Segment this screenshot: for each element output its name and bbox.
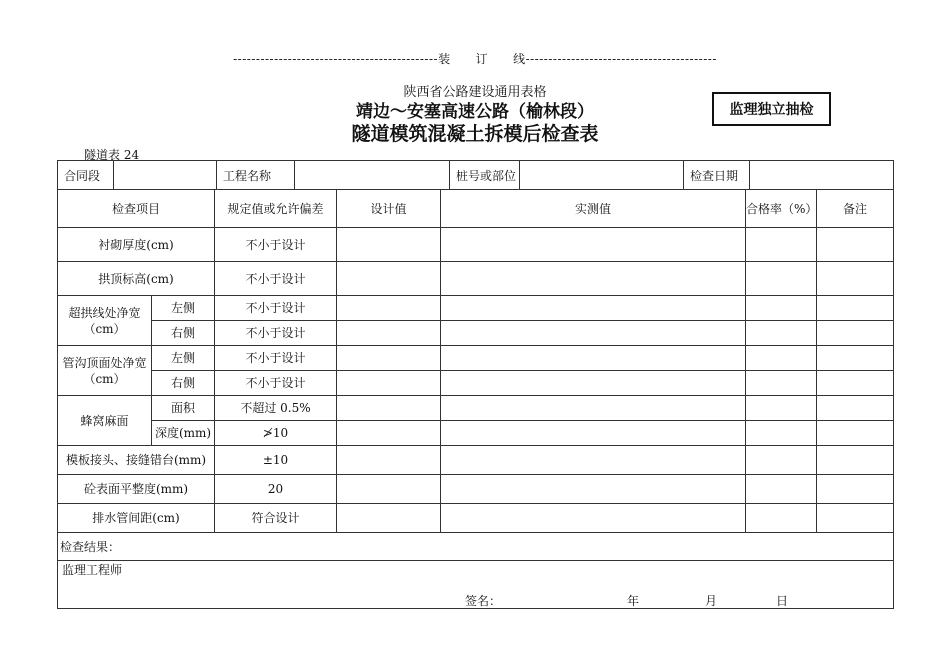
remark-cell[interactable] (817, 396, 894, 421)
col-header-spec: 规定值或允许偏差 (215, 190, 337, 228)
design-cell[interactable] (337, 262, 441, 296)
contract-field[interactable] (114, 161, 217, 190)
pass-rate-cell[interactable] (746, 371, 817, 396)
design-cell[interactable] (337, 296, 441, 321)
measured-cell[interactable] (441, 421, 746, 446)
sub-item-label: 右侧 (152, 321, 215, 346)
table-row (58, 228, 894, 262)
spec-value: 不小于设计 (215, 346, 337, 371)
pass-rate-cell[interactable] (746, 396, 817, 421)
spec-value: ±10 (215, 446, 337, 475)
col-header-remark: 备注 (817, 190, 894, 228)
engineer-signature-area[interactable] (58, 561, 894, 609)
result-row (58, 533, 894, 561)
spec-value: 20 (215, 475, 337, 504)
sub-item-label: 左侧 (152, 296, 215, 321)
signature-label: 签名： (465, 594, 502, 608)
sub-item-label: 深度(mm) (152, 421, 215, 446)
pass-rate-cell[interactable] (746, 346, 817, 371)
remark-cell[interactable] (817, 228, 894, 262)
item-label: 排水管间距(cm) (58, 504, 215, 533)
measured-cell[interactable] (441, 504, 746, 533)
group-label: 蜂窝麻面 (58, 396, 152, 446)
remark-cell[interactable] (817, 321, 894, 346)
project-name-label: 工程名称 (217, 161, 295, 190)
engineer-label: 监理工程师 (62, 563, 123, 577)
spec-value: 不小于设计 (215, 262, 337, 296)
table-row (58, 446, 894, 475)
station-field[interactable] (520, 161, 684, 190)
remark-cell[interactable] (817, 371, 894, 396)
pass-rate-cell[interactable] (746, 475, 817, 504)
contract-label: 合同段 (58, 161, 114, 190)
design-cell[interactable] (337, 321, 441, 346)
engineer-row (58, 561, 894, 609)
design-cell[interactable] (337, 346, 441, 371)
table-row (58, 475, 894, 504)
station-label: 桩号或部位 (450, 161, 520, 190)
spec-value: ≯10 (215, 421, 337, 446)
measured-cell[interactable] (441, 396, 746, 421)
spec-value: 不小于设计 (215, 228, 337, 262)
pass-rate-cell[interactable] (746, 228, 817, 262)
sub-item-label: 左侧 (152, 346, 215, 371)
remark-cell[interactable] (817, 262, 894, 296)
inspection-date-label: 检查日期 (684, 161, 750, 190)
day-label: 日 (776, 594, 789, 608)
item-label: 模板接头、接缝错台(mm) (58, 446, 215, 475)
project-name-field[interactable] (295, 161, 450, 190)
col-header-measured: 实测值 (441, 190, 746, 228)
remark-cell[interactable] (817, 475, 894, 504)
measured-cell[interactable] (441, 446, 746, 475)
project-title: 靖边～安塞高速公路（榆林段） (356, 102, 594, 122)
item-label: 拱顶标高(cm) (58, 262, 215, 296)
inspection-result-field[interactable] (58, 533, 894, 561)
remark-cell[interactable] (817, 346, 894, 371)
table-row (58, 421, 894, 446)
sub-item-label: 面积 (152, 396, 215, 421)
sub-item-label: 右侧 (152, 371, 215, 396)
pass-rate-cell[interactable] (746, 421, 817, 446)
item-label: 砼表面平整度(mm) (58, 475, 215, 504)
remark-cell[interactable] (817, 296, 894, 321)
col-header-pass-rate: 合格率（%） (746, 190, 817, 228)
design-cell[interactable] (337, 228, 441, 262)
table-row (58, 321, 894, 346)
measured-cell[interactable] (441, 346, 746, 371)
group-label: 超拱线处净宽（cm） (58, 296, 152, 346)
remark-cell[interactable] (817, 504, 894, 533)
measured-cell[interactable] (441, 475, 746, 504)
form-subtitle: 陕西省公路建设通用表格 (403, 85, 547, 100)
table-row (58, 296, 894, 321)
col-header-design: 设计值 (337, 190, 441, 228)
item-label: 衬砌厚度(cm) (58, 228, 215, 262)
form-title: 隧道模筑混凝土拆模后检查表 (351, 123, 599, 145)
spec-value: 不超过 0.5% (215, 396, 337, 421)
pass-rate-cell[interactable] (746, 321, 817, 346)
pass-rate-cell[interactable] (746, 262, 817, 296)
signature-block (60, 561, 893, 608)
spec-value: 符合设计 (215, 504, 337, 533)
design-cell[interactable] (337, 475, 441, 504)
table-row (58, 346, 894, 371)
inspection-date-field[interactable] (750, 161, 894, 190)
measured-cell[interactable] (441, 262, 746, 296)
design-cell[interactable] (337, 504, 441, 533)
year-label: 年 (627, 594, 640, 608)
pass-rate-cell[interactable] (746, 504, 817, 533)
design-cell[interactable] (337, 446, 441, 475)
header-row (58, 190, 894, 228)
table-row (58, 396, 894, 421)
table-row (58, 371, 894, 396)
table-row (58, 262, 894, 296)
spec-value: 不小于设计 (215, 321, 337, 346)
supervision-stamp: 监理独立抽检 (712, 92, 831, 126)
table-row (58, 504, 894, 533)
remark-cell[interactable] (817, 421, 894, 446)
measured-cell[interactable] (441, 296, 746, 321)
group-label: 管沟顶面处净宽（cm） (58, 346, 152, 396)
spec-value: 不小于设计 (215, 371, 337, 396)
design-cell[interactable] (337, 396, 441, 421)
col-header-item: 检查项目 (58, 190, 215, 228)
pass-rate-cell[interactable] (746, 296, 817, 321)
inspection-result-label: 检查结果： (60, 539, 121, 554)
info-table (57, 160, 894, 190)
design-cell[interactable] (337, 421, 441, 446)
pass-rate-cell[interactable] (746, 446, 817, 475)
measured-cell[interactable] (441, 228, 746, 262)
remark-cell[interactable] (817, 446, 894, 475)
binding-line: ---------------------------------------------装 订 线------------------------------------------ (233, 52, 717, 66)
measured-cell[interactable] (441, 371, 746, 396)
inspection-table (57, 189, 894, 609)
form-number: 隧道表 24 (84, 148, 140, 162)
spec-value: 不小于设计 (215, 296, 337, 321)
month-label: 月 (705, 594, 718, 608)
design-cell[interactable] (337, 371, 441, 396)
measured-cell[interactable] (441, 321, 746, 346)
